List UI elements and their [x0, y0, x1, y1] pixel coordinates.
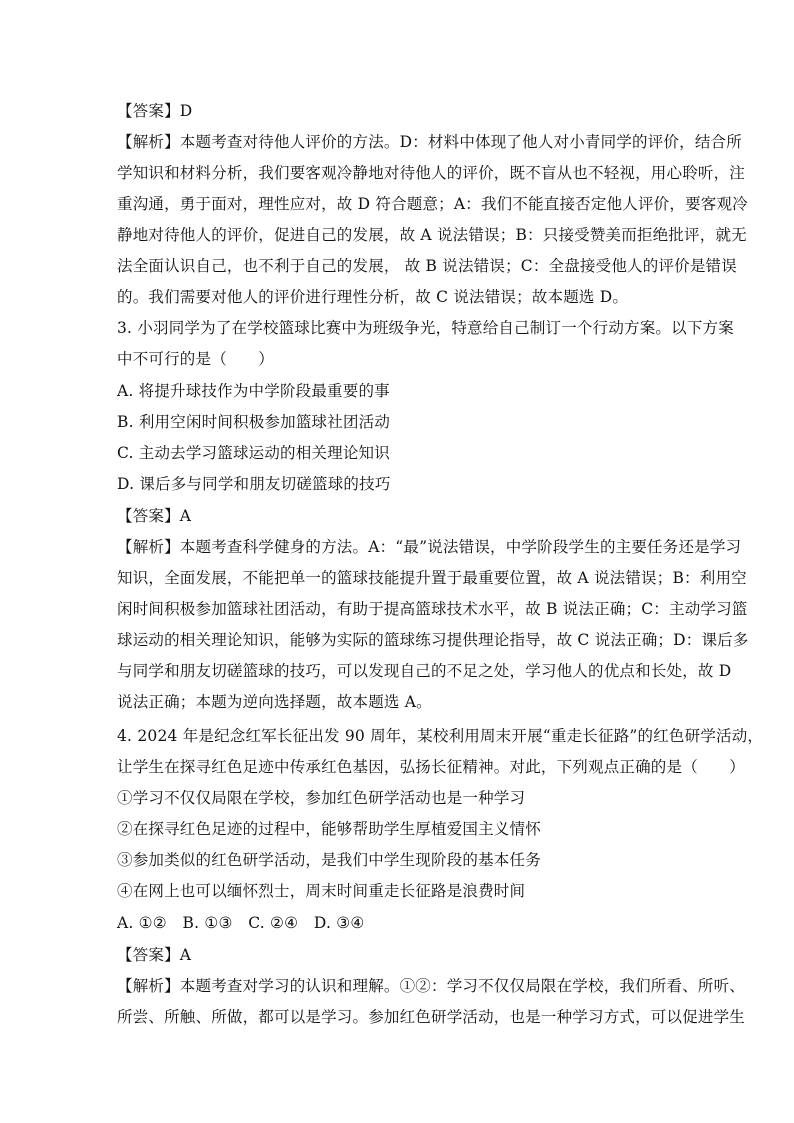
- analysis-line: 学知识和材料分析，我们要客观冷静地对待他人的评价，既不盲从也不轻视，用心聆听，注: [117, 164, 746, 182]
- statement-3: ③参加类似的红色研学活动，是我们中学生现阶段的基本任务: [117, 851, 541, 869]
- question-line: 4. 2024 年是纪念红军长征出发 90 周年，某校利用周末开展“重走长征路”的红色研学活动，: [117, 727, 764, 745]
- choice-options: A. ①② B. ①③ C. ②④ D. ③④: [117, 914, 365, 932]
- analysis-line: 静地对待他人的评价，促进自己的发展，故 A 说法错误；B：只接受赞美而拒绝批评，就无: [117, 226, 747, 244]
- analysis-line: 与同学和朋友切磋篮球的技巧，可以发现自己的不足之处，学习他人的优点和长处，故 D: [117, 662, 732, 680]
- analysis-line: 【解析】本题考查科学健身的方法。A：“最”说法错误，中学阶段学生的主要任务还是学习: [117, 538, 742, 556]
- question-line: 中不可行的是（ ）: [117, 350, 275, 368]
- analysis-line: 【解析】本题考查对待他人评价的方法。D：材料中体现了他人对小青同学的评价，结合所: [117, 133, 742, 151]
- option-a: A. 将提升球技作为中学阶段最重要的事: [117, 382, 390, 400]
- analysis-line: 重沟通，勇于面对，理性应对，故 D 符合题意；A：我们不能直接否定他人评价，要客观冷: [117, 195, 748, 213]
- analysis-line: 知识，全面发展，不能把单一的篮球技能提升置于最重要位置，故 A 说法错误；B：利用空: [117, 569, 747, 587]
- question-line: 3. 小羽同学为了在学校篮球比赛中为班级争光，特意给自己制订一个行动方案。以下方案: [117, 319, 734, 337]
- analysis-line: 说法正确；本题为逆向选择题，故本题选 A。: [117, 693, 432, 711]
- statement-2: ②在探寻红色足迹的过程中，能够帮助学生厚植爱国主义情怀: [117, 820, 541, 838]
- analysis-line: 的。我们需要对他人的评价进行理性分析，故 C 说法错误；故本题选 D。: [117, 288, 629, 306]
- answer-line: 【答案】D: [117, 102, 193, 120]
- statement-1: ①学习不仅仅局限在学校，参加红色研学活动也是一种学习: [117, 789, 526, 807]
- option-b: B. 利用空闲时间积极参加篮球社团活动: [117, 413, 391, 431]
- statement-4: ④在网上也可以缅怀烈士，周末时间重走长征路是浪费时间: [117, 882, 526, 900]
- option-d: D. 课后多与同学和朋友切磋篮球的技巧: [117, 475, 391, 493]
- analysis-line: 【解析】本题考查对学习的认识和理解。①②：学习不仅仅局限在学校，我们所看、所听、: [117, 977, 746, 995]
- question-line: 让学生在探寻红色足迹中传承红色基因，弘扬长征精神。对此，下列观点正确的是（ ）: [117, 758, 746, 776]
- answer-line: 【答案】A: [117, 507, 192, 525]
- analysis-line: 法全面认识自己，也不利于自己的发展， 故 B 说法错误；C：全盘接受他人的评价是错误: [117, 257, 737, 275]
- option-c: C. 主动去学习篮球运动的相关理论知识: [117, 444, 390, 462]
- analysis-line: 所尝、所触、所做，都可以是学习。参加红色研学活动，也是一种学习方式，可以促进学生: [117, 1008, 746, 1026]
- answer-line: 【答案】A: [117, 946, 192, 964]
- analysis-line: 球运动的相关理论知识，能够为实际的篮球练习提供理论指导，故 C 说法正确；D：课后多: [117, 631, 749, 649]
- analysis-line: 闲时间积极参加篮球社团活动，有助于提高篮球技术水平，故 B 说法正确；C：主动学习篮: [117, 600, 748, 618]
